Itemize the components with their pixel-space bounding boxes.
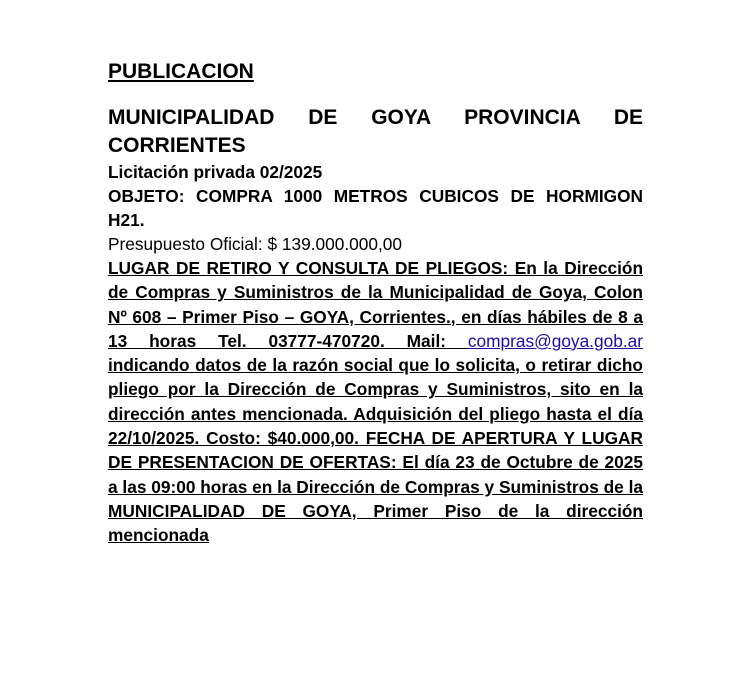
official-budget: Presupuesto Oficial: $ 139.000.000,00	[108, 234, 402, 254]
publication-heading: PUBLICACION	[108, 60, 254, 83]
tender-details	[108, 256, 643, 548]
tender-details-part1: LUGAR DE RETIRO Y CONSULTA DE PLIEGOS: En la Dirección de Compras y Suministros de la Municipalidad de Goya, Colon Nº 608 – Primer Piso – GOYA, Corrientes., en días hábiles de 8 a 13 horas Tel. 03777-470720. Mail:	[108, 258, 643, 351]
publication-title: MUNICIPALIDAD DE GOYA PROVINCIA DE CORRIENTES	[108, 106, 643, 157]
tender-object: OBJETO: COMPRA 1000 METROS CUBICOS DE HORMIGON H21.	[108, 186, 643, 230]
publication-document	[108, 58, 643, 548]
tender-details-part2: indicando datos de la razón social que lo solicita, o retirar dicho pliego por la Dirección de Compras y Suministros, sito en la dirección antes mencionada. Adquisición del pliego hasta el día 22/10/2025. Costo: $40.000,00. FECHA DE APERTURA Y LUGAR DE PRESENTACION DE OFERTAS: El día 23 de Octubre de 2025 a las 09:00 horas en la Dirección de Compras y Suministros de la MUNICIPALIDAD DE GOYA, Primer Piso de la dirección mencionada	[108, 355, 643, 546]
email-link[interactable]: compras@goya.gob.ar	[467, 330, 643, 351]
tender-number: Licitación privada 02/2025	[108, 162, 323, 182]
